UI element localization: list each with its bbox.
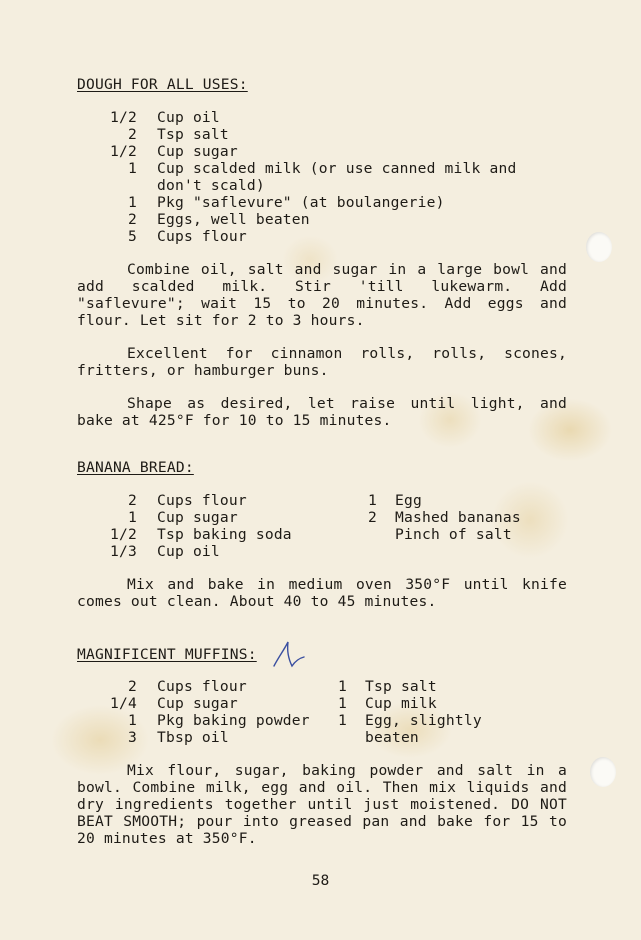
page-number: 58 [311,872,330,889]
ingredient-qty: 1 [368,492,377,509]
instruction-paragraph: Excellent for cinnamon rolls, rolls, scones, fritters, or hamburger buns. [77,345,567,379]
ingredient-qty: 1 [338,712,347,729]
ingredient-qty: 2 [128,678,137,695]
recipe-title: MAGNIFICENT MUFFINS: [77,646,257,663]
ingredient-row [77,526,367,543]
ingredient-item: Cup sugar [157,695,238,712]
ingredient-item: Pinch of salt [395,526,512,543]
ingredient-row [337,678,567,695]
ingredient-qty: 2 [128,126,137,143]
ingredient-row [77,712,337,729]
ingredient-columns [77,492,567,560]
ingredient-row [367,492,567,509]
ingredient-column-right [337,678,567,746]
ingredient-column-left [77,678,337,746]
ingredient-row [367,509,567,526]
ingredient-qty: 1/4 [110,695,137,712]
ingredient-item: Cups flour [157,492,247,509]
ingredient-qty: 5 [128,228,137,245]
ingredient-row [337,712,567,746]
ingredient-row [77,492,367,509]
ingredient-qty: 1/3 [110,543,137,560]
ingredient-item: Egg, slightly beaten [365,712,482,746]
ingredient-qty: 3 [128,729,137,746]
ingredient-qty: 1/2 [110,109,137,126]
instruction-paragraph: Mix and bake in medium oven 350°F until knife comes out clean. About 40 to 45 minutes. [77,576,567,610]
ingredient-item: Tsp salt [157,126,229,143]
ingredient-row [77,211,567,228]
ingredient-item: Tsp baking soda [157,526,292,543]
recipe-magnificent-muffins [77,640,567,847]
ingredient-qty: 1/2 [110,526,137,543]
ingredient-column-right [367,492,567,560]
ingredient-row [77,695,337,712]
recipe-title: DOUGH FOR ALL USES: [77,76,248,93]
ingredient-item: Cup sugar [157,509,238,526]
ingredient-item: Cup milk [365,695,437,712]
ingredient-item: Eggs, well beaten [157,211,310,228]
recipe-content [77,76,567,847]
ingredient-columns [77,678,567,746]
ingredient-row [77,160,567,194]
ingredient-qty: 2 [128,211,137,228]
ingredient-item: Cups flour [157,678,247,695]
ingredient-qty: 1 [128,160,137,177]
ingredient-qty [367,526,395,543]
ingredient-row [77,509,367,526]
recipe-title: BANANA BREAD: [77,459,194,476]
ingredient-item: Pkg baking powder [157,712,310,729]
ingredient-row [77,126,567,143]
ingredient-item: Mashed bananas [395,509,521,526]
ingredient-row [77,678,337,695]
ingredient-qty: 2 [128,492,137,509]
ingredient-qty: 1 [338,695,347,712]
ingredient-item: Pkg "saflevure" (at boulangerie) [157,194,445,211]
ingredient-qty: 1 [128,712,137,729]
recipe-banana-bread [77,459,567,610]
ingredient-row [77,109,567,126]
instruction-paragraph: Mix flour, sugar, baking powder and salt in a bowl. Combine milk, egg and oil. Then mix liquids and dry ingredients together until just moistened. DO NOT BEAT SMOOTH; pour into greased pan and bake for 15 to 20 minutes at 350°F. [77,762,567,847]
ingredient-item: Tbsp oil [157,729,229,746]
instruction-paragraph: Shape as desired, let raise until light, and bake at 425°F for 10 to 15 minutes. [77,395,567,429]
ingredient-item: Cups flour [157,228,247,245]
ingredient-row [337,695,567,712]
ingredient-qty: 1/2 [110,143,137,160]
recipe-dough-for-all-uses [77,76,567,429]
ingredient-qty: 2 [368,509,377,526]
binder-hole [586,232,612,262]
ingredient-qty: 1 [338,678,347,695]
ingredient-item: Cup sugar [157,143,238,160]
ingredient-row [367,526,567,543]
ingredient-row [77,194,567,211]
ingredient-row [77,143,567,160]
ingredient-column-left [77,492,367,560]
ingredient-qty: 1 [128,194,137,211]
ingredient-item: Tsp salt [365,678,437,695]
ingredient-item: Cup scalded milk (or use canned milk and don't scald) [157,160,517,194]
ingredient-item: Egg [395,492,422,509]
ingredient-item: Cup oil [157,543,220,560]
ingredient-list [77,109,567,245]
ingredient-item: Cup oil [157,109,220,126]
binder-hole [590,757,616,787]
handwritten-check-icon [270,640,306,670]
instruction-paragraph: Combine oil, salt and sugar in a large bowl and add scalded milk. Stir 'till lukewarm. Add "saflevure"; wait 15 to 20 minutes. Add eggs and flour. Let sit for 2 to 3 hours. [77,261,567,329]
ingredient-qty: 1 [128,509,137,526]
ingredient-row [77,729,337,746]
ingredient-row [77,228,567,245]
ingredient-row [77,543,367,560]
